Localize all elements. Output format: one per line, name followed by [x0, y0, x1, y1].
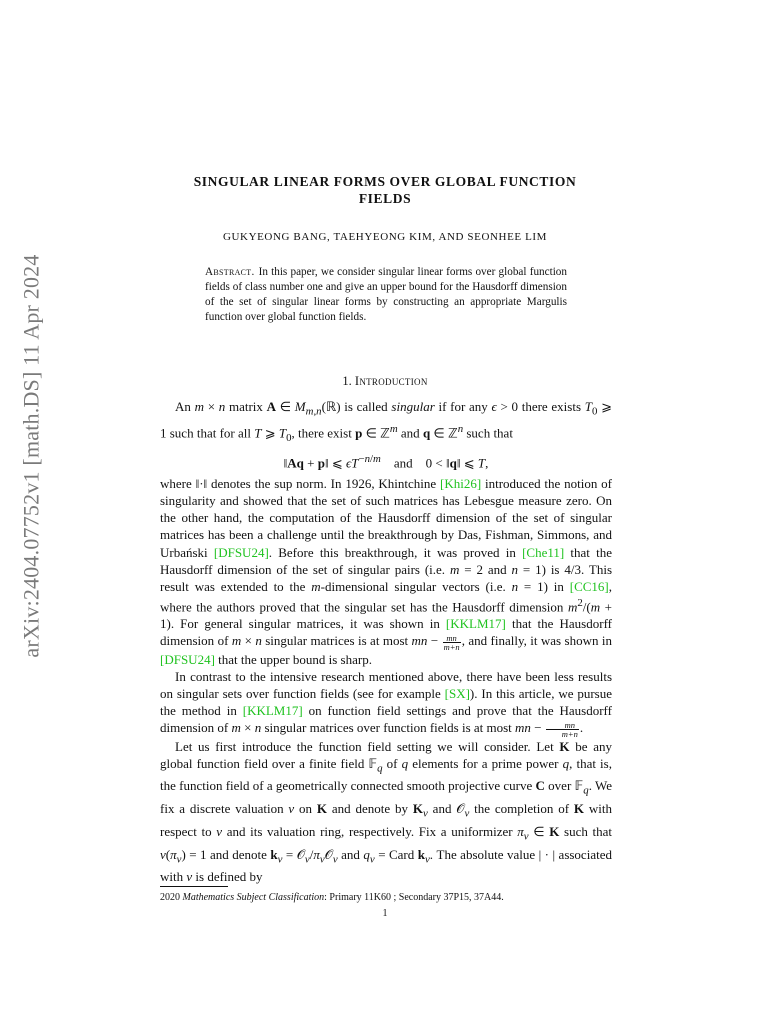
paragraph: where ‖·‖ denotes the sup norm. In 1926, Khintchine [Khi26] introduced the notion of singularity and showed that the set of such matrices has Lebesgue measure zero. On the other hand, the computation of the Hausdorff dimension of the set of singular matrices has been a challenge until the breakthrough by Das, Fishman, Simmons, and Urbański [DFSU24]. Before this breakthrough, it was proved in [Che11] that the Hausdorff dimension of the set of singular pairs (i.e. m = 2 and n = 1) is 4/3. This result was extended to the m-dimensional singular vectors (i.e. n = 1) in [CC16], where the authors proved that the singular set has the Hausdorff dimension $m^2/(m + 1)$. For general singular matrices, it was shown in [KKLM17] that the Hausdorff dimension of m × n singular matrices is at most mn − $\frac{mn}{m+n}$ , and finally, it was shown in [DFSU24] that the upper bound is sharp. [160, 476, 612, 667]
paper-title [150, 173, 620, 207]
fraction: $\frac{mn}{m+n}$ [443, 632, 460, 652]
abstract [205, 265, 567, 325]
paragraph: In contrast to the intensive research mentioned above, there have been less results on singular sets over function fields (see for example [SX]). In this article, we pursue the method in [KKLM17] on function field settings and prove that the Hausdorff dimension of m × n singular matrices over function fields is at most mn − $\frac{mn}{m+n}$ . [160, 668, 613, 739]
body-text [160, 398, 612, 885]
abstract-text: In this paper, we consider singular linear forms over global function fields of class number one and give an upper bound for the Hausdorff dimension of the set of singular linear forms by constructing an appropriate Margulis function over global function fields. [205, 266, 567, 323]
display-equation: ‖Aq + p‖ ⩽ $\epsilon T^{-n/m}$ and 0 < ‖q‖ ⩽ T, [283, 452, 489, 471]
title-line-1: SINGULAR LINEAR FORMS OVER GLOBAL FUNCTION [193, 174, 577, 189]
footnote [160, 892, 612, 903]
footnote-label: Mathematics Subject Classification [182, 892, 325, 903]
fraction: $\frac{mn}{m+n}$ [546, 721, 579, 738]
citation-link[interactable]: [DFSU24] [213, 544, 269, 560]
footnote-text: : Primary 11K60 ; Secondary 37P15, 37A44. [324, 892, 504, 903]
citation-link[interactable]: [Che11] [522, 544, 565, 560]
author-list: GUKYEONG BANG, TAEHYEONG KIM, AND SEONHEE LIM [222, 231, 548, 243]
page-number: 1 [382, 908, 388, 919]
paragraph: Let us first introduce the function field setting we will consider. Let K be any global function field over a finite field 𝔽$_q$ of q elements for a prime power q, that is, the function field of a geometrically connected smooth projective curve C over 𝔽$_q$. We fix a discrete valuation ν on K and denote by $K_\nu$ and 𝒪$_\nu$ the completion of K with respect to ν and its valuation ring, respectively. Fix a uniformizer $\pi_\nu$ ∈ K such that $\nu(\pi_\nu) = 1$ and denote $k_\nu$ = $𝒪_\nu/\pi_\nu 𝒪_\nu$ and $q_\nu$ = Card $k_\nu$. The absolute value | · | associated with ν is defined by [160, 738, 613, 885]
abstract-label: Abstract. [205, 266, 255, 278]
section-title: Introduction [354, 374, 428, 388]
citation-link[interactable]: [DFSU24] [160, 651, 215, 667]
citation-link[interactable]: [CC16] [569, 578, 609, 594]
footnote-rule [160, 886, 228, 887]
arxiv-identifier: arXiv:2404.07752v1 [math.DS] 11 Apr 2024 [19, 254, 44, 658]
section-heading [150, 374, 620, 389]
citation-link[interactable]: [KKLM17] [445, 616, 506, 632]
arxiv-side-stamp [14, 232, 50, 680]
citation-link[interactable]: [Khi26] [440, 476, 482, 492]
citation-link[interactable]: [KKLM17] [242, 703, 303, 719]
title-line-2: FIELDS [358, 191, 412, 206]
paragraph: An m × n matrix A ∈ $M_{m,n}(ℝ)$ is called singular if for any ϵ > 0 there exists $T_0$ ⩾ 1 such that for all T ⩾ $T_0$, there exist p ∈ ℤ$^m$ and q ∈ ℤ$^n$ such that [160, 399, 612, 444]
section-number: 1. [342, 374, 352, 388]
citation-link[interactable]: [SX] [444, 686, 470, 701]
footnote-year: 2020 [160, 892, 180, 903]
